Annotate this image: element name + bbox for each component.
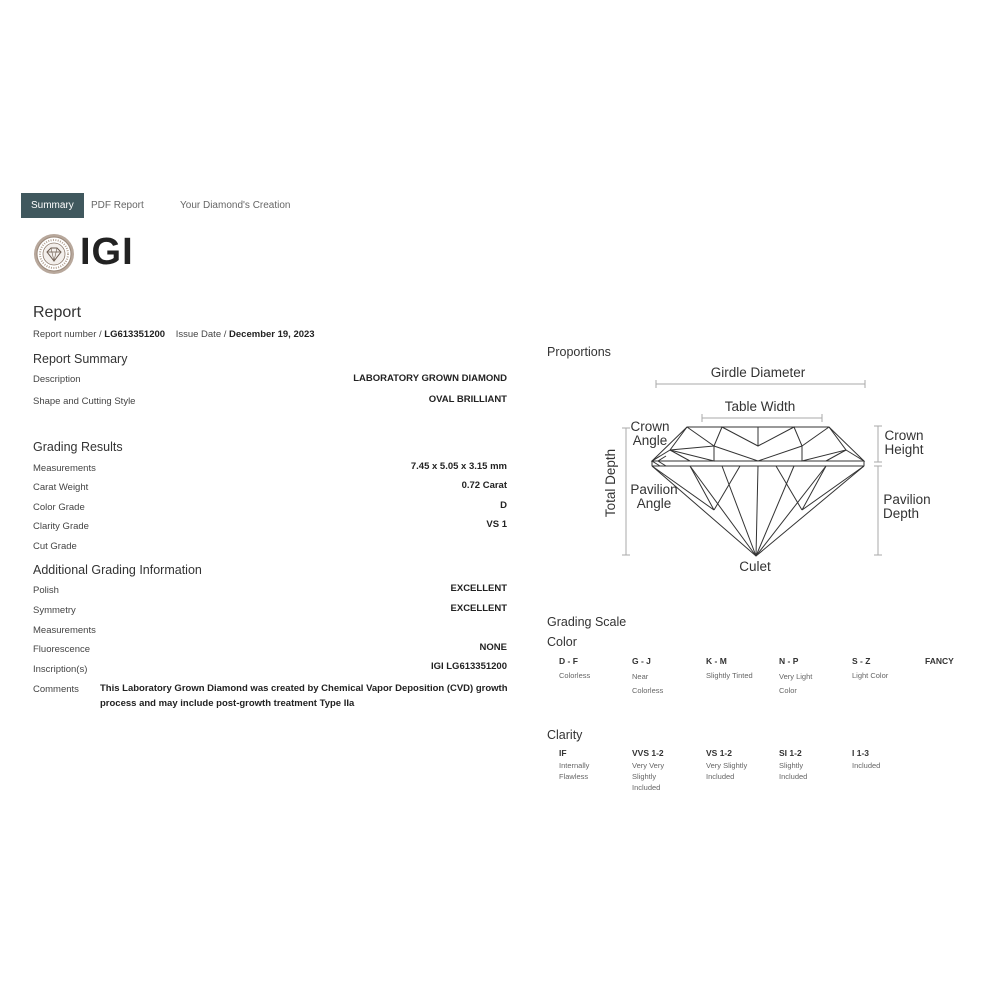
color-scale-item	[779, 656, 812, 698]
additional-grading-title: Additional Grading Information	[33, 563, 202, 577]
scale-code: N - P	[779, 656, 799, 666]
clarity-scale-item	[779, 748, 807, 782]
additional-row	[33, 661, 507, 678]
scale-code: G - J	[632, 656, 651, 666]
scale-desc-line: Included	[779, 772, 808, 781]
scale-desc: Colorless	[559, 671, 591, 680]
report-meta	[33, 329, 315, 340]
summary-row	[33, 396, 507, 410]
grading-results-title: Grading Results	[33, 440, 123, 454]
additional-row	[33, 644, 507, 658]
proportions-title: Proportions	[547, 345, 611, 359]
scale-desc-line: Slightly	[632, 772, 657, 781]
clarity-scale-item	[559, 748, 589, 782]
scale-code: K - M	[706, 656, 727, 666]
row-label: Carat Weight	[33, 482, 89, 493]
scale-desc	[779, 670, 812, 698]
diamond-outline	[652, 427, 864, 556]
color-scale-item	[632, 656, 663, 698]
comments-label: Comments	[33, 684, 79, 695]
scale-desc	[852, 760, 880, 771]
row-value: D	[500, 500, 507, 511]
report-summary-title: Report Summary	[33, 352, 128, 366]
comments-line-2: process and may include post-growth treatment Type IIa	[100, 698, 355, 709]
scale-code: VS 1-2	[706, 748, 732, 758]
scale-desc-line: Color	[779, 686, 797, 695]
clarity-scale-item	[852, 748, 880, 771]
scale-desc-line: Included	[852, 761, 881, 770]
scale-desc-line: Near	[632, 672, 649, 681]
scale-desc: Slightly Tinted	[706, 671, 753, 680]
row-label: Shape and Cutting Style	[33, 396, 136, 407]
grading-row	[33, 521, 507, 535]
pavilion-angle-label-2: Angle	[636, 496, 672, 511]
summary-row	[33, 374, 507, 388]
row-value: OVAL BRILLIANT	[428, 394, 507, 405]
report-title: Report	[33, 304, 82, 321]
scale-code: SI 1-2	[779, 748, 802, 758]
report-number: LG613351200	[104, 329, 166, 340]
scale-desc	[779, 760, 807, 782]
color-scale-item	[706, 656, 753, 681]
scale-desc-line: Very Slightly	[706, 761, 748, 770]
issue-date-label: Issue Date /	[175, 329, 227, 340]
scale-desc-line: Internally	[559, 761, 590, 770]
scale-desc-line: Included	[632, 783, 661, 792]
row-value: 0.72 Carat	[461, 480, 507, 491]
color-scale-item	[559, 656, 590, 681]
tab-pdf-report[interactable]: PDF Report	[91, 200, 144, 211]
igi-seal-icon	[33, 233, 75, 275]
row-value: VS 1	[486, 519, 507, 530]
scale-desc	[632, 670, 663, 698]
tab-summary[interactable]: Summary	[21, 193, 84, 218]
total-depth-label: Total Depth	[603, 448, 618, 518]
pavilion-depth-label-1: Pavilion	[883, 492, 930, 507]
row-value: LABORATORY GROWN DIAMOND	[353, 373, 507, 384]
scale-code: I 1-3	[852, 748, 870, 758]
scale-desc-line: Very Very	[632, 761, 665, 770]
scale-desc: Light Color	[852, 671, 889, 680]
color-scale-item	[925, 656, 954, 666]
scale-desc-line: Included	[706, 772, 735, 781]
girdle-diameter-label: Girdle Diameter	[710, 365, 806, 380]
igi-logo-text: IGI	[80, 231, 134, 273]
culet-label: Culet	[739, 559, 771, 574]
crown-angle-label-2: Angle	[632, 433, 668, 448]
row-value: EXCELLENT	[450, 603, 507, 614]
additional-row	[33, 625, 507, 639]
scale-code: S - Z	[852, 656, 871, 666]
row-value: EXCELLENT	[450, 583, 507, 594]
color-scale-item	[852, 656, 888, 681]
tab-your-diamonds-creation[interactable]: Your Diamond's Creation	[180, 200, 291, 211]
row-label: Symmetry	[33, 605, 76, 616]
row-label: Description	[33, 374, 81, 385]
proportions-diagram	[590, 360, 930, 585]
scale-desc-line: Colorless	[632, 686, 664, 695]
grading-scale-title: Grading Scale	[547, 615, 627, 629]
scale-desc	[706, 760, 747, 782]
clarity-scale-item	[632, 748, 664, 793]
grading-row	[33, 541, 507, 555]
scale-code: FANCY	[925, 656, 954, 666]
grading-row	[33, 502, 507, 516]
issue-date: December 19, 2023	[229, 329, 315, 340]
pavilion-angle-label-1: Pavilion	[630, 482, 678, 497]
table-width-label: Table Width	[724, 399, 796, 414]
color-scale-title: Color	[547, 635, 577, 649]
clarity-scale-item	[706, 748, 747, 782]
pavilion-depth-label-2: Depth	[882, 506, 920, 521]
scale-desc	[632, 760, 664, 793]
scale-code: IF	[559, 748, 567, 758]
row-label: Fluorescence	[33, 644, 91, 655]
scale-code: D - F	[559, 656, 578, 666]
comments-line-1: This Laboratory Grown Diamond was created by Chemical Vapor Deposition (CVD) growth	[100, 683, 508, 694]
row-label: Clarity Grade	[33, 521, 89, 532]
row-label: Polish	[33, 585, 59, 596]
scale-desc-line: Flawless	[559, 772, 589, 781]
row-value: IGI LG613351200	[430, 661, 507, 672]
scale-desc-line: Very Light	[779, 672, 813, 681]
row-label: Color Grade	[33, 502, 85, 513]
grading-row	[33, 482, 507, 496]
row-label: Measurements	[33, 463, 96, 474]
additional-row	[33, 585, 507, 599]
row-label: Inscription(s)	[33, 664, 88, 675]
crown-angle-label-1: Crown	[630, 419, 670, 434]
crown-height-label-1: Crown	[884, 428, 924, 443]
row-label: Cut Grade	[33, 541, 77, 552]
additional-row	[33, 605, 507, 619]
report-number-label: Report number /	[33, 329, 102, 340]
scale-desc	[559, 760, 589, 782]
row-value: NONE	[479, 642, 507, 653]
scale-desc-line: Slightly	[779, 761, 804, 770]
row-value: 7.45 x 5.05 x 3.15 mm	[410, 461, 507, 472]
crown-height-label-2: Height	[884, 442, 924, 457]
grading-row	[33, 463, 507, 477]
clarity-scale-title: Clarity	[547, 728, 583, 742]
scale-code: VVS 1-2	[632, 748, 664, 758]
comments-text	[100, 681, 520, 711]
row-label: Measurements	[33, 625, 96, 636]
